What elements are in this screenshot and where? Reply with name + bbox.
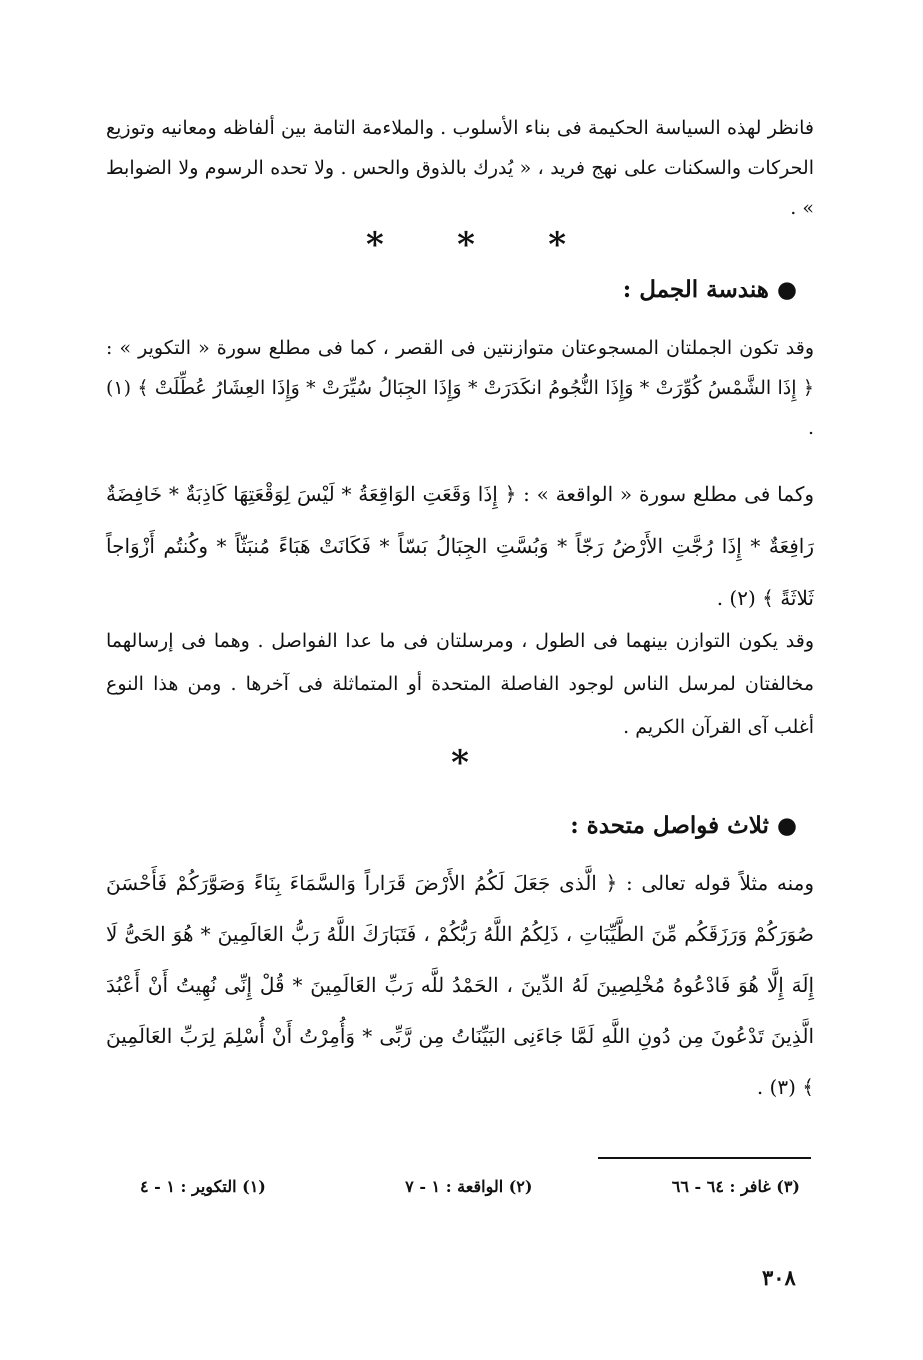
footnote-3: (٣) غافر : ٦٤ - ٦٦ xyxy=(671,1177,800,1196)
paragraph-ghafir-example: ومنه مثلاً قوله تعالى : ﴿ الَّذى جَعَلَ لَكُمُ الأَرْضَ قَرَاراً وَالسَّمَاءَ بِنَاءً وَصَوَّرَكُمْ فَأَحْسَنَ صُوَرَكُمْ وَرَزَقَكُم مِّنَ الطَّيِّبَاتِ ، ذَلِكُمُ اللَّهُ رَبُّكُمْ ، فَتَبَارَكَ اللَّهُ رَبُّ العَالَمِينَ * هُوَ الحَىُّ لَا إِلَهَ إِلَّا هُوَ فَادْعُوهُ مُخْلِصِينَ لَهُ الدِّينَ ، الحَمْدُ للَّه رَبِّ العَالَمِينَ * قُلْ إِنِّى نُهِيتُ أَنْ أَعْبُدَ الَّذِينَ تَدْعُونَ مِن دُونِ اللَّهِ لَمَّا جَاءَنِى البَيِّنَاتُ مِن رَّبِّى * وَأُمِرْتُ أَنْ أُسْلِمَ لِرَبِّ العَالَمِينَ ﴾ (٣) . xyxy=(106,871,814,1099)
section-separator-stars xyxy=(366,225,566,265)
paragraph-balance-explanation: وقد يكون التوازن بينهما فى الطول ، ومرسلتان فى ما عدا الفواصل . وهما فى إرسالهما مخالفتان لمرسل الناس لوجود الفاصلة المتحدة أو المتماثلة فى آخرها . ومن هذا النوع أغلب آى القرآن الكريم . xyxy=(106,630,814,738)
footnotes xyxy=(140,1177,800,1196)
single-star-separator: * xyxy=(451,743,469,783)
page-number: ٣٠٨ xyxy=(762,1265,796,1290)
separator-star: * xyxy=(457,225,475,265)
footnote-2: (٢) الواقعة : ١ - ٧ xyxy=(405,1177,533,1196)
paragraph-waqiah-example: وكما فى مطلع سورة « الواقعة » : ﴿ إِذَا وَقَعَتِ الوَاقِعَةُ * لَيْسَ لِوَقْعَتِهَا كَاذِبَةٌ * خَافِضَةٌ رَافِعَةٌ * إِذَا رُجَّتِ الأَرْضُ رَجّاً * وَبُسَّتِ الجِبَالُ بَسّاً * فَكَانَتْ هَبَاءً مُنبَثّاً * وكُنتُم أَزْوَاجاً ثَلاثَةً ﴾ (٢) . xyxy=(106,482,814,610)
separator-star: * xyxy=(548,225,566,265)
section-heading-three-endings: ● ثلاث فواصل متحدة : xyxy=(570,812,797,839)
separator-star: * xyxy=(366,225,384,265)
footnote-divider xyxy=(598,1157,811,1159)
footnote-1: (١) التكوير : ١ - ٤ xyxy=(140,1177,266,1196)
paragraph-style-analysis: فانظر لهذه السياسة الحكيمة فى بناء الأسلوب . والملاءمة التامة بين ألفاظه ومعانيه وتوزيع الحركات والسكنات على نهج فريد ، « يُدرك بالذوق والحس . ولا تحده الرسوم ولا الضوابط » . xyxy=(106,117,814,219)
paragraph-takwir-example: وقد تكون الجملتان المسجوعتان متوازنتين فى القصر ، كما فى مطلع سورة « التكوير » : ﴿ إِذَا الشَّمْسُ كُوِّرَتْ * وَإِذَا النُّجُومُ انكَدَرَتْ * وَإِذَا الجِبَالُ سُيِّرَتْ * وَإِذَا العِشَارُ عُطِّلَتْ ﴾ (١) . xyxy=(106,337,814,439)
section-heading-sentence-structure: ● هندسة الجمل : xyxy=(622,276,797,303)
